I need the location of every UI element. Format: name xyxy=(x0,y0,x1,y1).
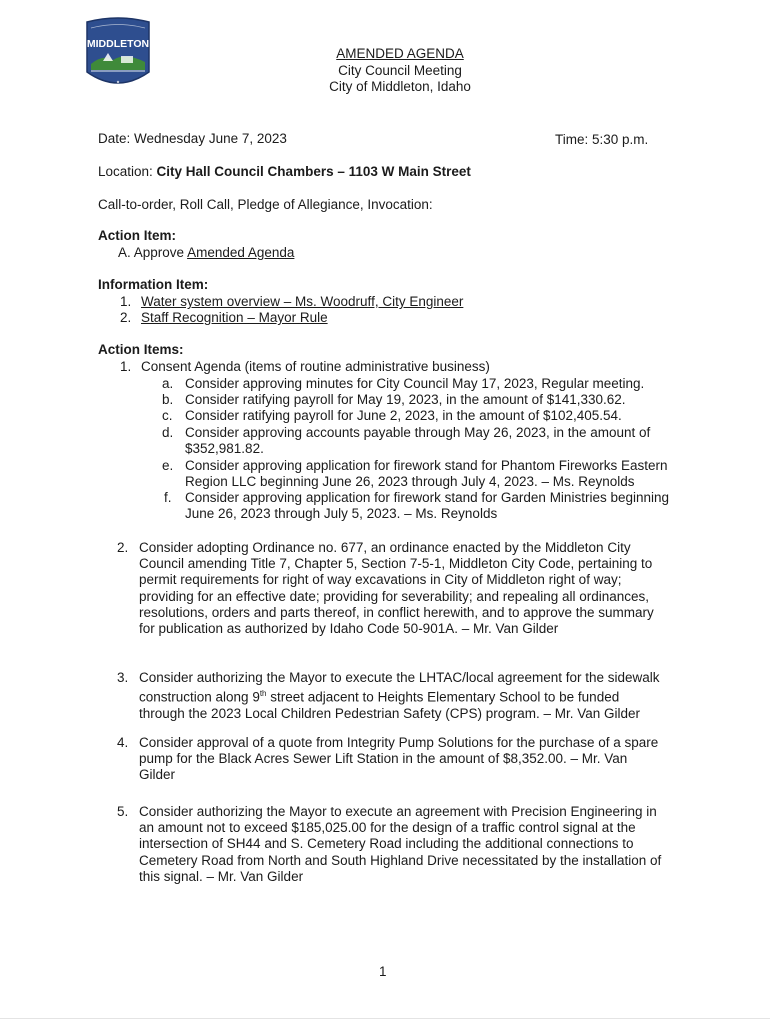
paragraph-line: Consider authorizing the Mayor to execute an agreement with Precision Engineering in xyxy=(139,804,657,819)
paragraph-line: Cemetery Road from North and South Highland Drive necessitated by the installation of xyxy=(139,852,662,868)
paragraph-line: resolutions, orders and parts thereof, in conflict herewith, and to approve the summary xyxy=(139,604,654,620)
paragraph-line: permit requirements for right of way excavations in City of Middleton right of way; xyxy=(139,572,622,588)
info-item-number: 1. xyxy=(120,294,132,309)
action-item-number: 3. xyxy=(117,670,129,685)
meeting-time: Time: 5:30 p.m. xyxy=(555,132,649,147)
info-item-staff-recognition[interactable]: Staff Recognition – Mayor Rule xyxy=(141,310,328,325)
action-item-number: 4. xyxy=(117,735,129,750)
info-item-water-system[interactable]: Water system overview – Ms. Woodruff, City Engineer xyxy=(141,294,464,309)
paragraph-line: pump for the Black Acres Sewer Lift Station in the amount of $8,352.00. – Mr. Van xyxy=(139,751,628,767)
consent-item-letter: b. xyxy=(162,392,174,407)
action-item-a xyxy=(118,245,294,261)
consent-item-e-line1: Consider approving application for firework stand for Phantom Fireworks Eastern xyxy=(185,458,668,473)
paragraph-line: Council amending Title 7, Chapter 5, Section 7-5-1, Middleton City Code, pertaining to xyxy=(139,556,653,572)
consent-item-letter: d. xyxy=(162,425,174,440)
action-item-lhtac-agreement xyxy=(139,670,660,722)
paragraph-line: providing for an effective date; providing for severability; and repealing all ordinances, xyxy=(139,588,650,604)
paragraph-line: Consider adopting Ordinance no. 677, an ordinance enacted by the Middleton City xyxy=(139,540,631,555)
consent-item-letter: e. xyxy=(162,458,174,473)
city-logo xyxy=(83,14,153,94)
action-item-number: 5. xyxy=(117,804,129,819)
paragraph-line: through the 2023 Local Children Pedestrian Safety (CPS) program. – Mr. Van Gilder xyxy=(139,705,641,721)
paragraph-line: Gilder xyxy=(139,767,176,783)
action-item-number: 2. xyxy=(117,540,129,555)
consent-item-d-line2: $352,981.82. xyxy=(185,441,264,456)
action-item-pump-quote xyxy=(139,735,658,784)
consent-agenda-title: Consent Agenda (items of routine administrative business) xyxy=(141,359,490,374)
consent-item-d-line1: Consider approving accounts payable through May 26, 2023, in the amount of xyxy=(185,425,651,440)
consent-item-e-line2: Region LLC beginning June 26, 2023 through July 4, 2023. – Ms. Reynolds xyxy=(185,474,635,489)
action-item-heading: Action Item: xyxy=(98,228,177,243)
meeting-date: Date: Wednesday June 7, 2023 xyxy=(98,131,287,146)
information-item-heading: Information Item: xyxy=(98,277,209,292)
action-items-heading: Action Items: xyxy=(98,342,184,357)
consent-number: 1. xyxy=(120,359,132,374)
consent-item-b: Consider ratifying payroll for May 19, 2023, in the amount of $141,330.62. xyxy=(185,392,626,407)
paragraph-line: construction along 9th street adjacent to Heights Elementary School to be funded xyxy=(139,689,620,705)
paragraph-line: for publication as authorized by Idaho Code 50-901A. – Mr. Van Gilder xyxy=(139,621,559,637)
consent-item-letter: f. xyxy=(164,490,172,505)
consent-item-f-line2: June 26, 2023 through July 5, 2023. – Ms. Reynolds xyxy=(185,506,498,521)
page-edge-divider xyxy=(0,1018,770,1019)
consent-item-a: Consider approving minutes for City Council May 17, 2023, Regular meeting. xyxy=(185,376,645,391)
agenda-header xyxy=(290,46,510,96)
action-item-traffic-signal xyxy=(139,804,661,885)
consent-item-letter: a. xyxy=(162,376,174,391)
consent-item-letter: c. xyxy=(162,408,173,423)
opening-line: Call-to-order, Roll Call, Pledge of Allegiance, Invocation: xyxy=(98,197,433,212)
paragraph-line: an amount not to exceed $185,025.00 for the design of a traffic control signal at the xyxy=(139,820,636,836)
paragraph-line: Consider approval of a quote from Integrity Pump Solutions for the purchase of a spare xyxy=(139,735,659,750)
paragraph-line: Consider authorizing the Mayor to execute the LHTAC/local agreement for the sidewalk xyxy=(139,670,660,685)
consent-item-c: Consider ratifying payroll for June 2, 2023, in the amount of $102,405.54. xyxy=(185,408,622,423)
paragraph-line: this signal. – Mr. Van Gilder xyxy=(139,868,304,884)
info-item-number: 2. xyxy=(120,310,132,325)
meeting-location xyxy=(98,164,471,180)
meeting-type: City Council Meeting xyxy=(338,62,462,78)
consent-item-f-line1: Consider approving application for firework stand for Garden Ministries beginning xyxy=(185,490,670,505)
location-value: City Hall Council Chambers – 1103 W Main Street xyxy=(156,164,471,179)
paragraph-line: intersection of SH44 and S. Cemetery Road including the additional connections to xyxy=(139,836,634,852)
ordinal-suffix: th xyxy=(259,689,267,699)
city-name: City of Middleton, Idaho xyxy=(329,79,471,94)
location-label: Location: xyxy=(98,164,157,179)
agenda-title: AMENDED AGENDA xyxy=(336,46,464,61)
action-item-a-prefix: A. Approve xyxy=(118,245,188,260)
action-item-ordinance-677 xyxy=(139,540,654,637)
page-number: 1 xyxy=(379,964,387,979)
logo-text: MIDDLETON xyxy=(86,38,150,50)
amended-agenda-link[interactable]: Amended Agenda xyxy=(187,245,295,260)
